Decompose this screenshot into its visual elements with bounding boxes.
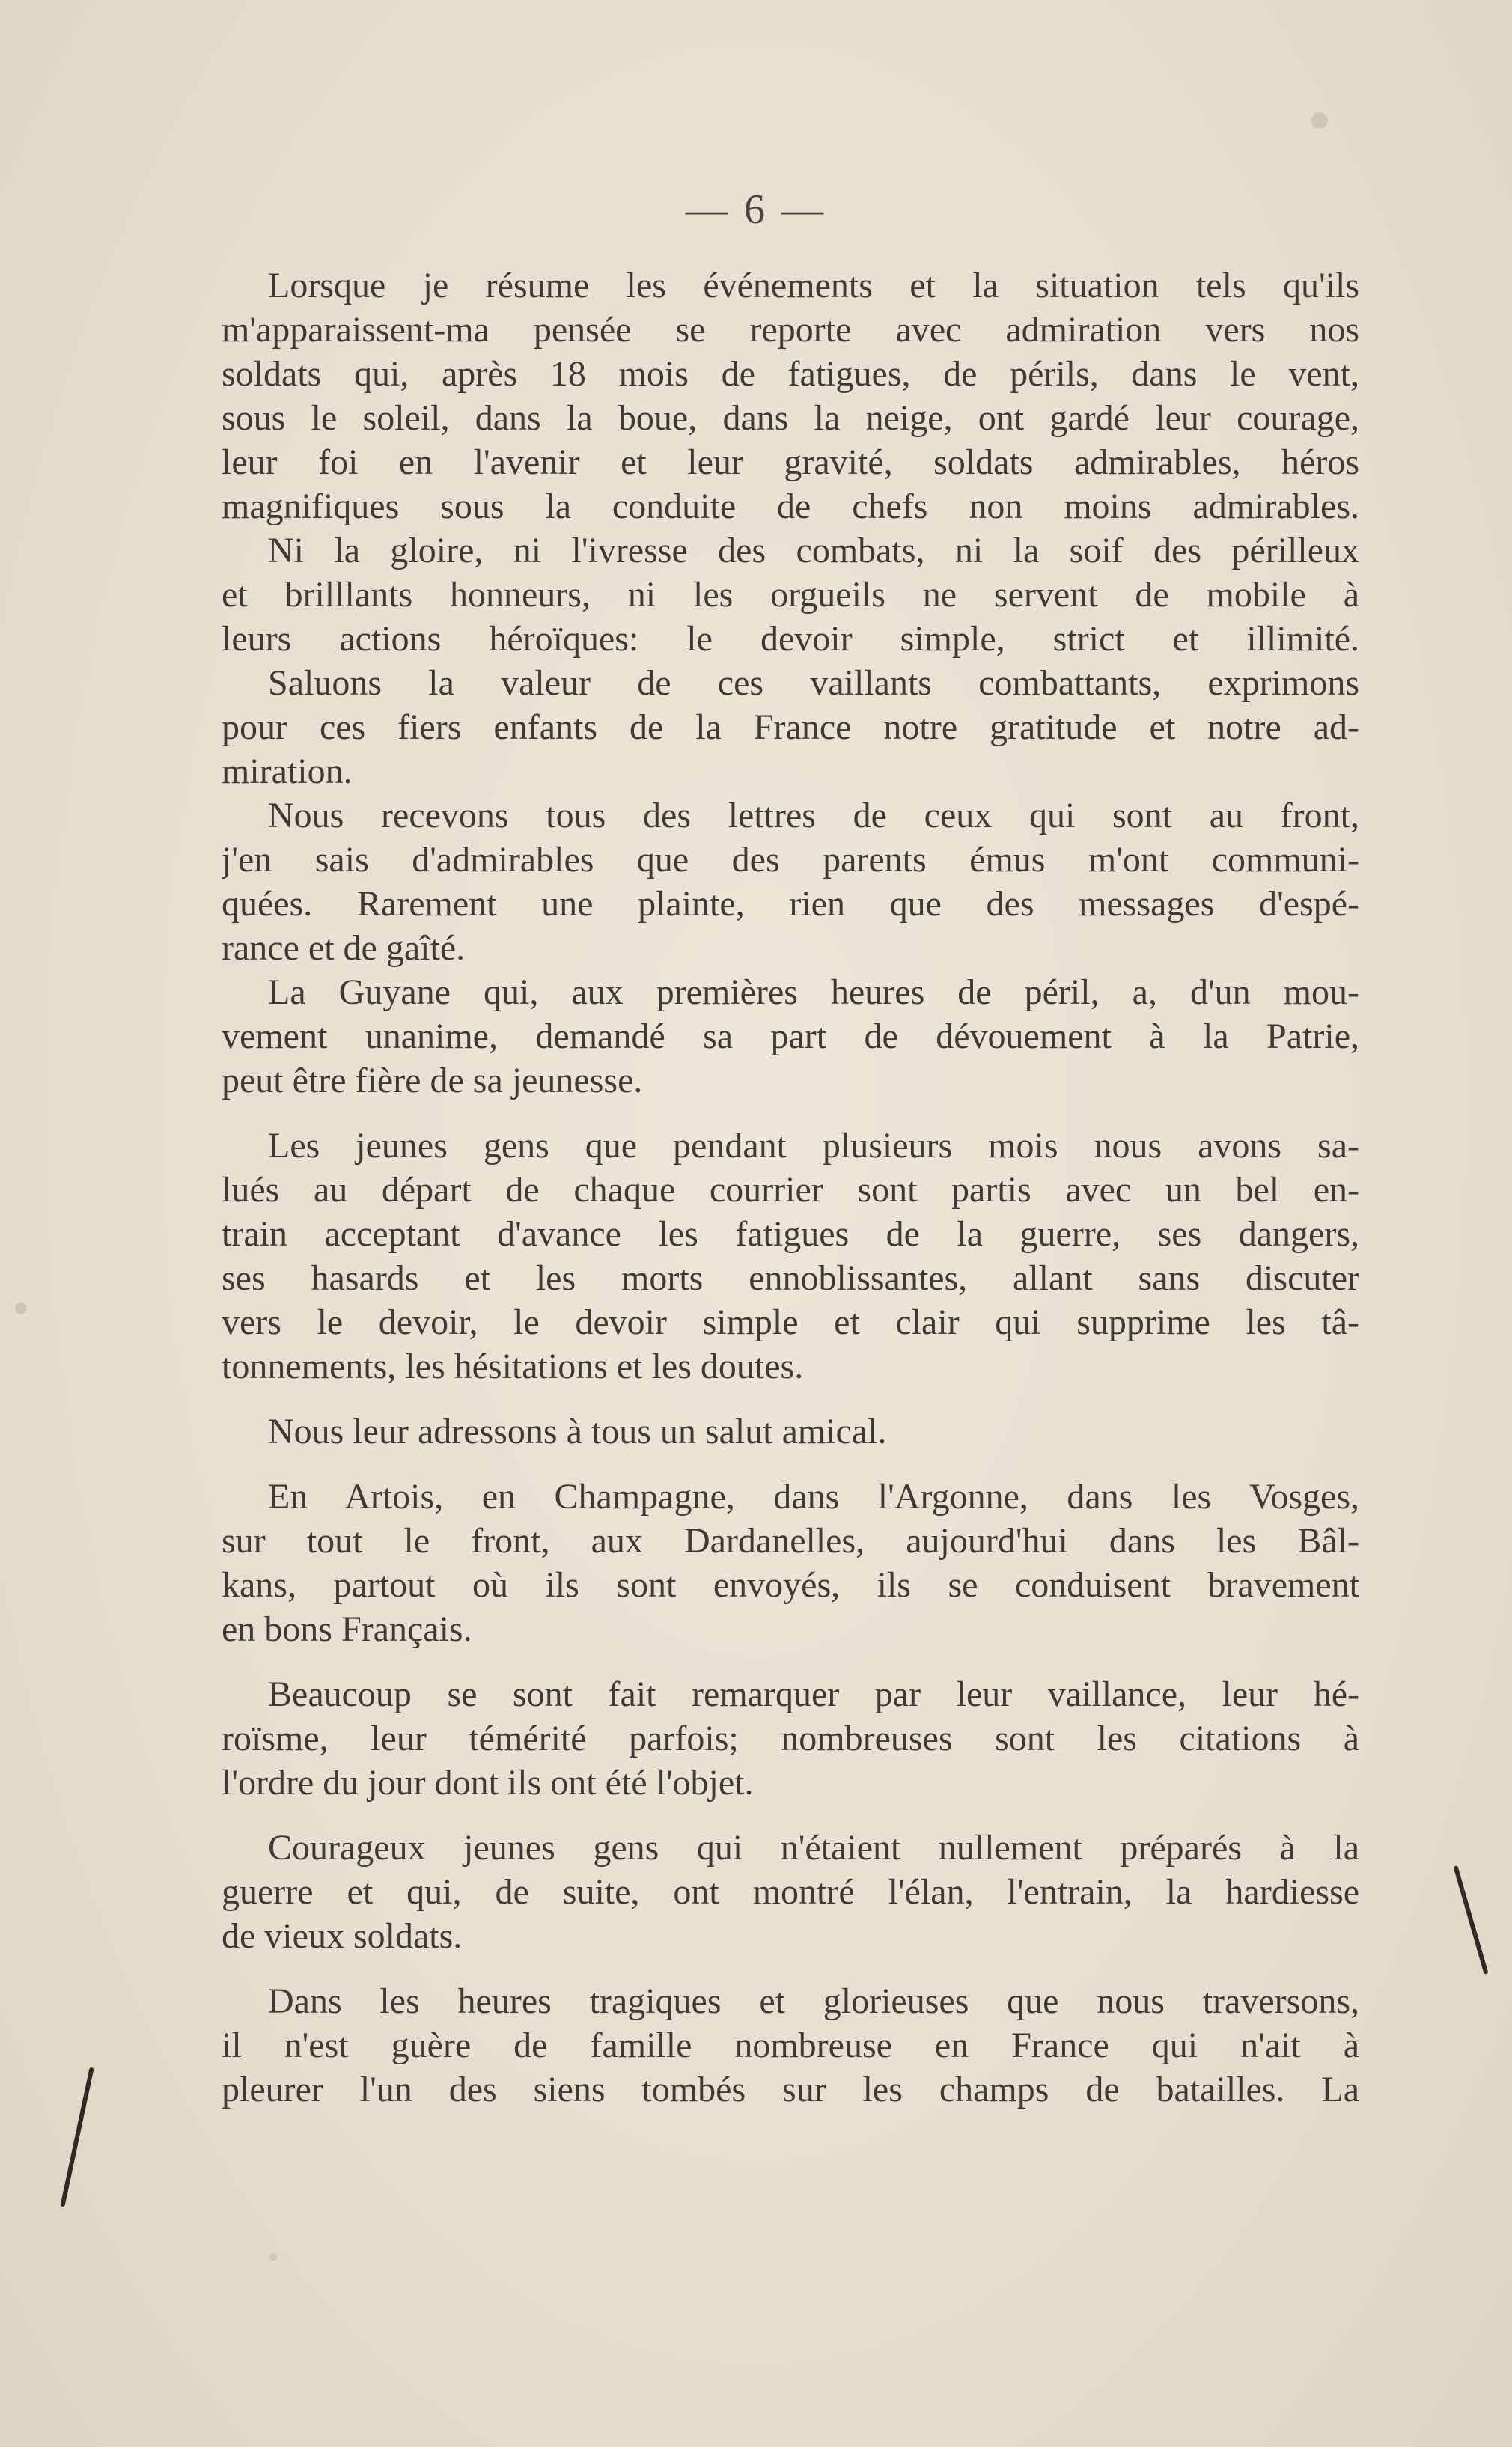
paragraph	[222, 528, 1359, 661]
text-line: tonnements, les hésitations et les doutes.	[222, 1347, 804, 1386]
paragraph	[222, 793, 1359, 970]
text-line: l'ordre du jour dont ils ont été l'objet.	[222, 1763, 754, 1803]
text-line: Beaucoup se sont fait remarquer par leur vaillance, leur hé-	[268, 1674, 1359, 1714]
text-line: Ni la gloire, ni l'ivresse des combats, ni la soif des périlleux	[268, 531, 1359, 570]
text-line: Les jeunes gens que pendant plusieurs mois nous avons sa-	[268, 1126, 1359, 1165]
text-line: vers le devoir, le devoir simple et clair qui supprime les tâ-	[222, 1302, 1359, 1342]
text-line: En Artois, en Champagne, dans l'Argonne, dans les Vosges,	[268, 1477, 1359, 1517]
text-line: miration.	[222, 752, 353, 791]
text-line: rance et de gaîté.	[222, 928, 466, 968]
text-line: leur foi en l'avenir et leur gravité, soldats admirables, héros	[222, 442, 1359, 482]
text-line: en bons Français.	[222, 1609, 472, 1649]
text-line: vement unanime, demandé sa part de dévouement à la Patrie,	[222, 1017, 1359, 1056]
text-line: soldats qui, après 18 mois de fatigues, de périls, dans le vent,	[222, 354, 1359, 394]
paragraph	[222, 970, 1359, 1103]
text-line: roïsme, leur témérité parfois; nombreuses sont les citations à	[222, 1719, 1359, 1758]
text-line: de vieux soldats.	[222, 1916, 463, 1956]
paper-stain	[269, 2253, 277, 2261]
text-line: Nous recevons tous des lettres de ceux qui sont au front,	[268, 796, 1359, 835]
paragraph	[222, 1475, 1359, 1651]
text-line: Lorsque je résume les événements et la situation tels qu'ils	[268, 266, 1359, 305]
text-line: ses hasards et les morts ennoblissantes, allant sans discuter	[222, 1258, 1359, 1298]
text-line: La Guyane qui, aux premières heures de péril, a, d'un mou-	[268, 972, 1359, 1012]
text-line: m'apparaissent-ma pensée se reporte avec admiration vers nos	[222, 310, 1359, 350]
paragraph	[222, 1124, 1359, 1389]
text-line: magnifiques sous la conduite de chefs non moins admirables.	[222, 487, 1359, 526]
text-line: Courageux jeunes gens qui n'étaient nullement préparés à la	[268, 1828, 1359, 1868]
paragraph	[222, 263, 1359, 528]
text-line: il n'est guère de famille nombreuse en France qui n'ait à	[222, 2026, 1359, 2065]
text-line: pour ces fiers enfants de la France notre gratitude et notre ad-	[222, 707, 1359, 747]
text-line: Saluons la valeur de ces vaillants combattants, exprimons	[268, 663, 1359, 703]
text-line: et brilllants honneurs, ni les orgueils ne servent de mobile à	[222, 575, 1359, 615]
text-line: j'en sais d'admirables que des parents émus m'ont communi-	[222, 840, 1359, 880]
page-number: — 6 —	[686, 186, 826, 233]
text-line: kans, partout où ils sont envoyés, ils se conduisent bravement	[222, 1565, 1359, 1605]
paragraph	[222, 661, 1359, 793]
text-line: Nous leur adressons à tous un salut amical.	[268, 1412, 887, 1451]
paragraph	[222, 1672, 1359, 1805]
margin-pencil-mark	[1453, 1865, 1488, 1975]
text-line: peut être fière de sa jeunesse.	[222, 1061, 643, 1100]
text-line: leurs actions héroïques: le devoir simple, strict et illimité.	[222, 619, 1359, 659]
paper-stain	[15, 1302, 27, 1314]
text-line: sous le soleil, dans la boue, dans la neige, ont gardé leur courage,	[222, 398, 1359, 438]
margin-pencil-mark	[60, 2067, 94, 2207]
text-line: quées. Rarement une plainte, rien que des messages d'espé-	[222, 884, 1359, 924]
paper-stain	[1311, 112, 1328, 129]
text-line: pleurer l'un des siens tombés sur les champs de batailles. La	[222, 2070, 1359, 2109]
body-text	[222, 263, 1359, 2112]
paragraph	[222, 1979, 1359, 2112]
text-line: sur tout le front, aux Dardanelles, aujourd'hui dans les Bâl-	[222, 1521, 1359, 1561]
text-line: guerre et qui, de suite, ont montré l'élan, l'entrain, la hardiesse	[222, 1872, 1359, 1912]
text-line: Dans les heures tragiques et glorieuses que nous traversons,	[268, 1981, 1359, 2021]
paragraph	[222, 1410, 1359, 1454]
text-line: lués au départ de chaque courrier sont partis avec un bel en-	[222, 1170, 1359, 1210]
text-line: train acceptant d'avance les fatigues de la guerre, ses dangers,	[222, 1214, 1359, 1254]
paragraph	[222, 1826, 1359, 1958]
